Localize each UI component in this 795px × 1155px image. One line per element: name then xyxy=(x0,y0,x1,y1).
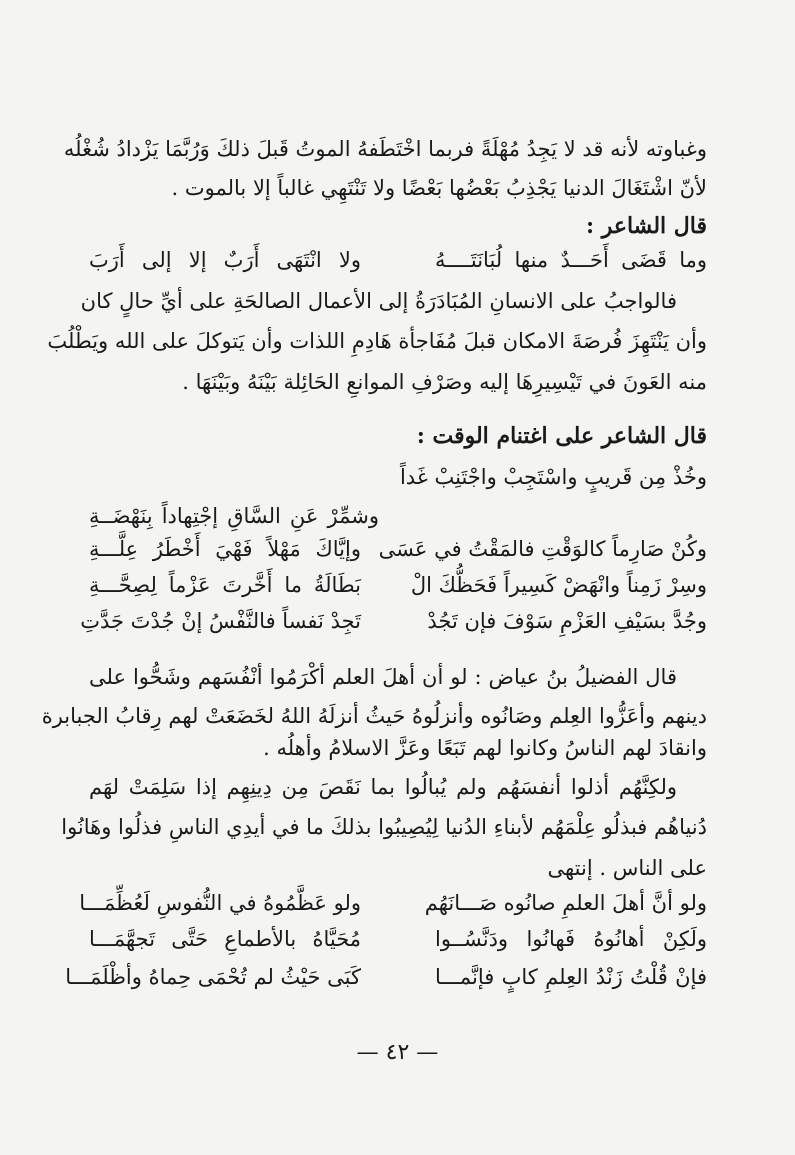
text-line: قال الفضيلُ بنُ عياض : لو أن أهلَ العلم أكْرَمُوا أنْفُسَهم وشَحُّوا على xyxy=(89,665,677,689)
verse-row xyxy=(79,887,707,919)
verse-second-hemistich: تَجِدْ نَفساً فالنَّفْسُ إنْ جُدْتَ جَدَّتِ xyxy=(80,609,361,633)
verse-row xyxy=(80,605,707,637)
section-heading: قال الشاعر على اغتنام الوقت : xyxy=(416,423,707,449)
text-line: ولكِنَّهُم أذلوا أنفسَهُم ولم يُبالُوا بما نَقَصَ مِن دِينِهِم إذا سَلِمَتْ لهَم xyxy=(89,775,677,799)
verse-first-hemistich: وخُذْ مِن قَريبٍ واسْتَجِبْ واجْتَنِبْ غَداً xyxy=(399,465,707,489)
verse-first-hemistich: ولو أنَّ أهلَ العلمِ صانُوه صَـــانَهُم xyxy=(424,891,707,915)
text-line: وأن يَنْتَهِزَ فُرصَةَ الامكان قبلَ مُفَاجأة هَادِمِ اللذات وأن يَتوكلَ على الله ويَطْلُبَ xyxy=(47,329,707,353)
text-line: منه العَونَ في تَيْسِيرِهَا إليه وصَرْفِ الموانعِ الحَائِلة بَيْنَهُ وبَيْنَهَا . xyxy=(182,370,707,394)
verse-second-hemistich: وإيَّاكَ مَهْلاً فَهْيَ أَخْطَرُ عِلَّـــةِ xyxy=(89,537,361,561)
verse-row xyxy=(89,244,707,276)
verse-row xyxy=(89,500,707,532)
text-line: على الناس . إنتهى xyxy=(547,856,707,880)
section-heading: قال الشاعر : xyxy=(585,213,707,239)
verse-second-hemistich: مُحَيَّاهُ بالأطماعِ حَتَّى تَجهَّمَـــا xyxy=(89,927,361,951)
verse-second-hemistich: وشمِّرْ عَنِ السَّاقِ إجْتِهاداً بِنَهْضَــةِ xyxy=(89,504,379,528)
verse-row xyxy=(65,961,707,993)
text-line: لأنّ اشْتَغَالَ الدنيا يَجْذِبُ بَعْضُها بَعْضًا ولا تَنْتَهِي غالباً إلا بالموت . xyxy=(171,176,707,200)
verse-first-hemistich: وما قَضَى أَحَـــدٌ منها لُبَانَتَــــهُ xyxy=(435,248,707,272)
verse-second-hemistich: كَبَى حَيْثُ لم تُحْمَى حِماهُ وأظْلَمَـــا xyxy=(65,965,361,989)
text-line: وانقادَ لهم الناسُ وكانوا لهم تَبَعًا وعَزَّ الاسلامُ وأهلُه . xyxy=(263,736,707,760)
text-line: دُنياهُم فبذلُو عِلْمَهُم لأبناءِ الدُنيا لِيُصِيبُوا بذلكَ ما في أيدِي الناسِ فذلُوا وهَانُوا xyxy=(61,815,707,839)
verse-second-hemistich: ولا انْتَهَى أَرَبٌ إلا إلى أَرَبَ xyxy=(89,248,361,272)
verse-row xyxy=(89,461,707,493)
verse-row xyxy=(89,533,707,565)
verse-first-hemistich: وسِرْ زَمِناً وانْهَضْ كَسِيراً فَحَظُّكَ الْ xyxy=(410,573,707,597)
page-number: — ٤٢ — xyxy=(356,1040,439,1065)
text-line: دينهم وأعَزُّوا العِلم وصَانُوه وأنزلُوهُ حَيثُ أنزلَهُ اللهُ لخَضَعَتْ لهم رِقابُ الجبابرة xyxy=(41,704,707,728)
verse-first-hemistich: فإنْ قُلْتُ زَنْدُ العِلمِ كابٍ فإنَّمـــا xyxy=(435,965,707,989)
verse-row xyxy=(89,569,707,601)
verse-first-hemistich: ولَكِنْ أهانُوهُ فَهانُوا ودَنَّسُــوا xyxy=(435,927,707,951)
text-line: وغباوته لأنه قد لا يَجِدُ مُهْلَةً فربما اخْتَطَفهُ الموتُ قَبلَ ذلكَ وَرُبَّمَا يَزْدادُ شُغْلُه xyxy=(63,137,707,161)
verse-row xyxy=(89,923,707,955)
verse-first-hemistich: وجُدَّ بسَيْفِ العَزْمِ سَوْفَ فإن تَجُدْ xyxy=(427,609,707,633)
verse-second-hemistich: بَطَالَةُ ما أَخَّرتَ عَزْماً لِصِحَّـــةِ xyxy=(89,573,361,597)
verse-first-hemistich: وكُنْ صَارِماً كالوَقْتِ فالمَقْتُ في عَسَى xyxy=(378,537,707,561)
verse-second-hemistich: ولو عَظَّمُوهُ في النُّفوسِ لَعُظِّمَـــا xyxy=(79,891,361,915)
text-line: فالواجبُ على الانسانِ المُبَادَرَةُ إلى الأعمال الصالحَةِ على أيِّ حالٍ كان xyxy=(80,289,677,313)
